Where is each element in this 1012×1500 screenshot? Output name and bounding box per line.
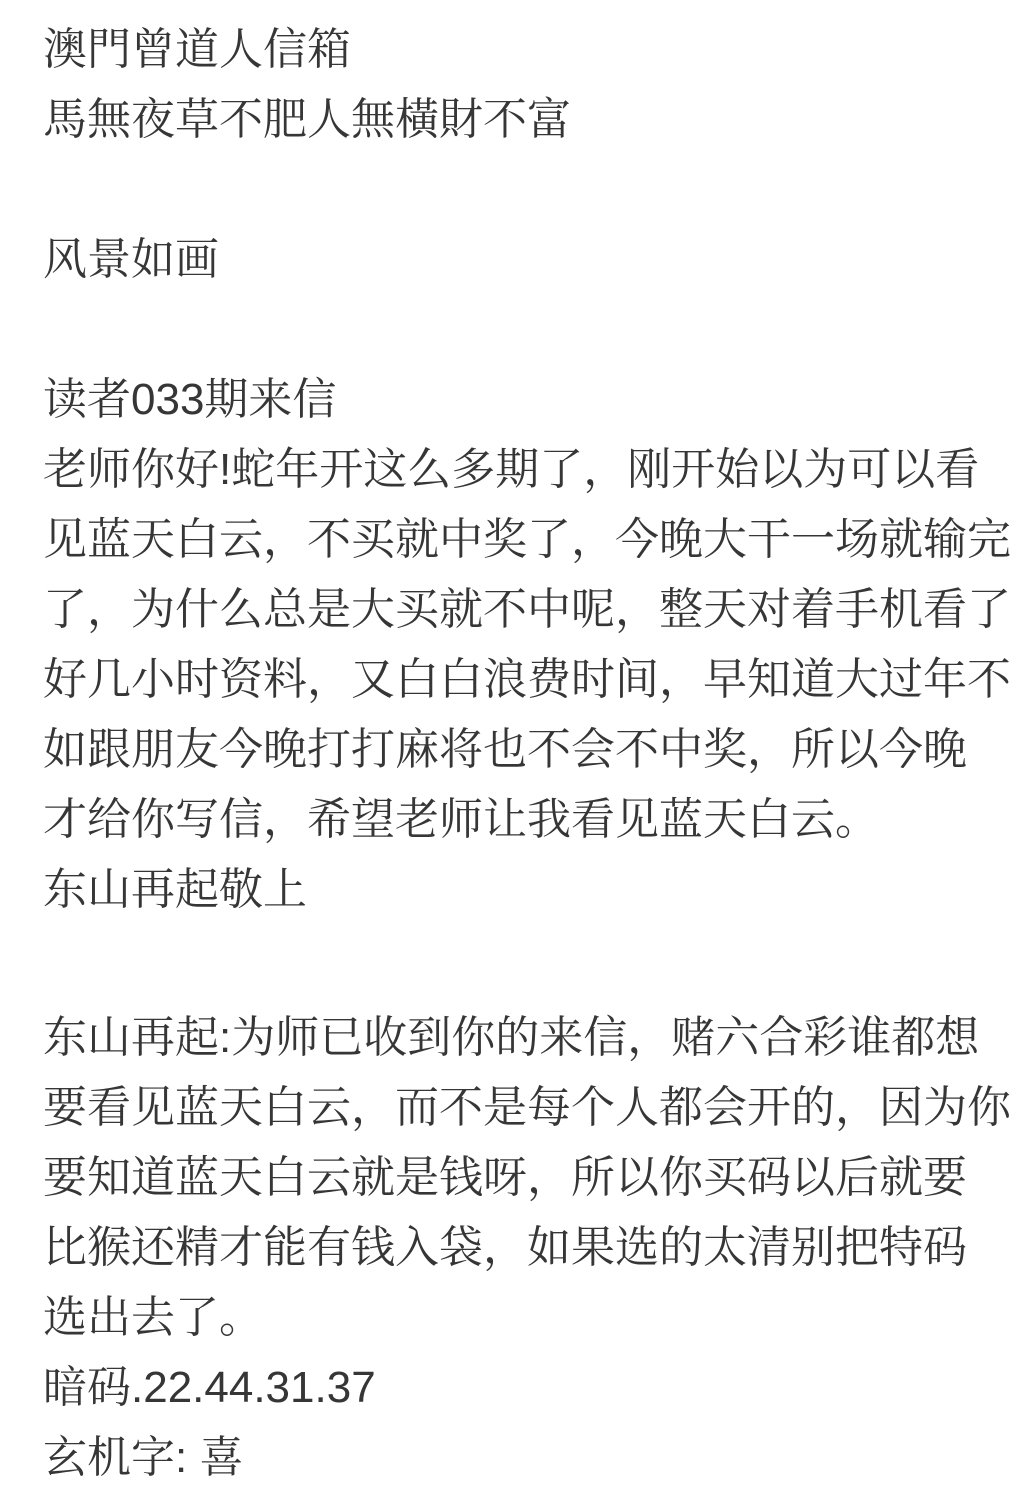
letter-body-line: 见蓝天白云，不买就中奖了，今晚大干一场就输完 bbox=[43, 515, 1011, 564]
reader-letter-section bbox=[43, 365, 1012, 925]
secret-code-line: 暗码.22.44.31.37 bbox=[43, 1363, 376, 1412]
master-reply-section bbox=[43, 1003, 1012, 1493]
letter-heading: 读者033期来信 bbox=[43, 375, 337, 424]
letter-body-line: 老师你好!蛇年开这么多期了，刚开始以为可以看 bbox=[43, 445, 980, 494]
scenery-caption: 风景如画 bbox=[43, 235, 219, 284]
letter-body-line: 好几小时资料，又白白浪费时间，早知道大过年不 bbox=[43, 655, 1011, 704]
reply-body-line: 要看见蓝天白云，而不是每个人都会开的，因为你 bbox=[43, 1083, 1011, 1132]
proverb-line: 馬無夜草不肥人無橫財不富 bbox=[43, 95, 571, 144]
mystery-word-line: 玄机字: 喜 bbox=[43, 1433, 244, 1482]
reply-body-line: 要知道蓝天白云就是钱呀，所以你买码以后就要 bbox=[43, 1153, 967, 1202]
scenery-section bbox=[43, 225, 1012, 295]
reply-body-line: 选出去了。 bbox=[43, 1293, 263, 1342]
reply-body-line: 比猴还精才能有钱入袋，如果选的太清别把特码 bbox=[43, 1223, 967, 1272]
letter-body-line: 才给你写信，希望老师让我看见蓝天白云。 bbox=[43, 795, 879, 844]
letter-body-line: 了，为什么总是大买就不中呢，整天对着手机看了 bbox=[43, 585, 1011, 634]
letter-body-line: 如跟朋友今晚打打麻将也不会不中奖，所以今晚 bbox=[43, 725, 967, 774]
page-title: 澳門曾道人信箱 bbox=[43, 25, 351, 74]
letter-signature: 东山再起敬上 bbox=[43, 865, 307, 914]
reply-body-line: 东山再起:为师已收到你的来信，赌六合彩谁都想 bbox=[43, 1013, 980, 1062]
header-section bbox=[43, 15, 1012, 155]
